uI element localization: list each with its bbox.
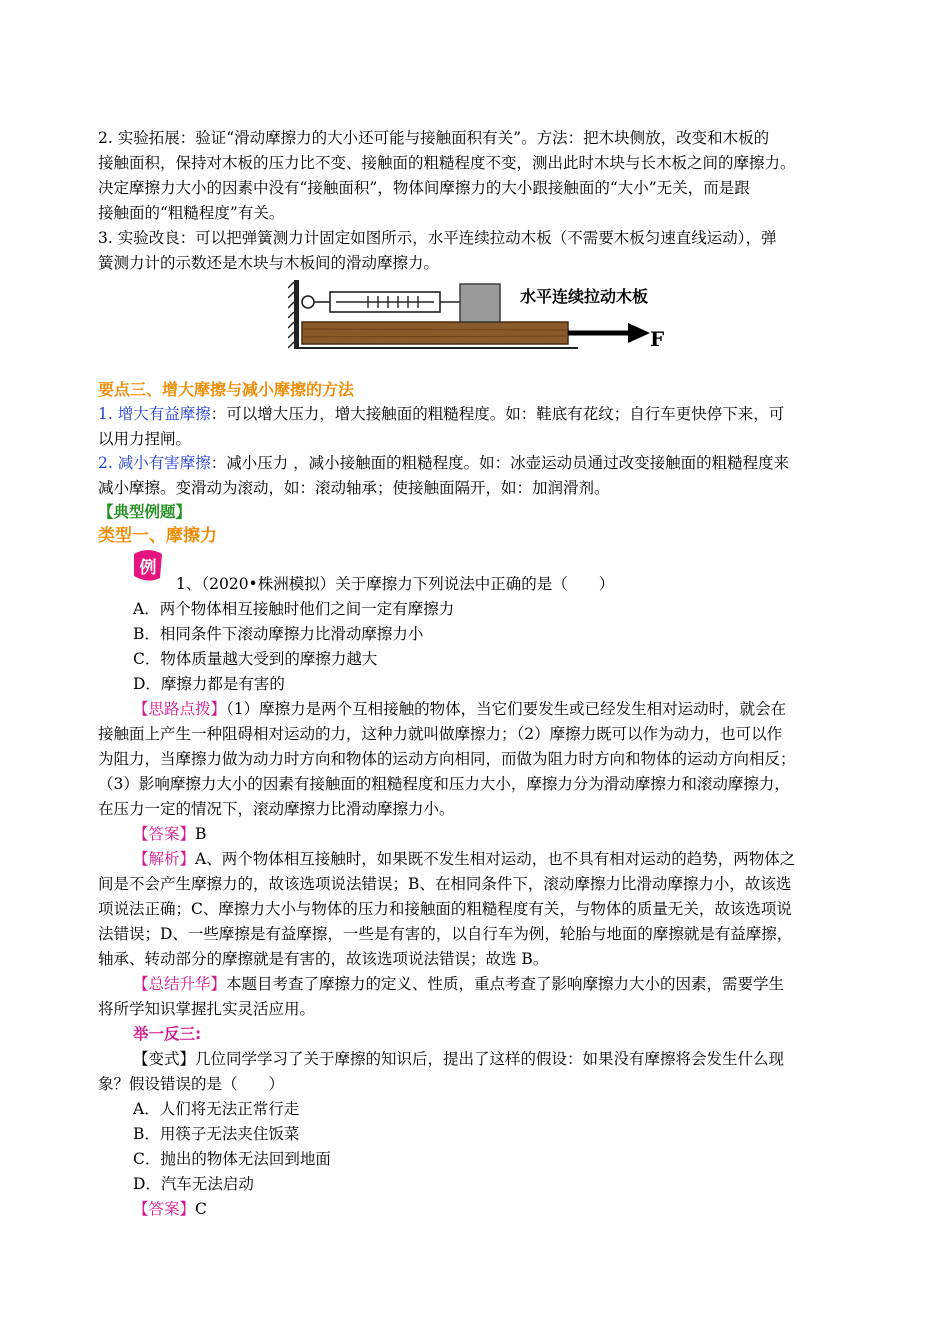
key3-item2 <box>98 451 789 475</box>
hint-line1 <box>133 697 786 721</box>
key3-item2-text: ：减小压力 ，减小接触面的粗糙程度。如：冰壶运动员通过改变接触面的粗糙程度来 <box>210 454 790 472</box>
key3-item2-label: 2. 减小有害摩擦 <box>98 454 211 472</box>
intro-p2-line2: 接触面积，保持对木板的压力比不变、接触面的粗糙程度不变，测出此时木块与长木板之间的摩擦力。 <box>98 154 796 172</box>
answer-value: B <box>195 825 207 843</box>
option-b: B．相同条件下滚动摩擦力比滑动摩擦力小 <box>133 625 424 643</box>
key3-item1-text: ：可以增大压力，增大接触面的粗糙程度。如：鞋底有花纹；自行车更快停下来，可 <box>210 405 785 423</box>
wooden-block <box>460 284 500 322</box>
wall <box>294 280 299 348</box>
variant-option-c: C．抛出的物体无法回到地面 <box>133 1150 331 1168</box>
option-a: A．两个物体相互接触时他们之间一定有摩擦力 <box>133 600 455 618</box>
variant-line1: 【变式】几位同学学习了关于摩擦的知识后，提出了这样的假设：如果没有摩擦将会发生什么现 <box>133 1050 785 1068</box>
answer-label: 【答案】 <box>133 825 196 843</box>
hint-line3: 为阻力，当摩擦力做为动力时方向和物体的运动方向相同，而做为阻力时方向和物体的运动方向相反； <box>98 750 796 768</box>
key3-item1 <box>98 402 784 426</box>
wall-hatching <box>288 282 294 348</box>
variant-answer-line <box>133 1197 207 1221</box>
example-badge-icon <box>130 548 166 584</box>
key3-heading: 要点三、增大摩擦与减小摩擦的方法 <box>98 380 355 399</box>
practice-heading: 举一反三: <box>133 1025 202 1043</box>
analysis-line1 <box>133 847 795 871</box>
summary-text: 本题目考查了摩擦力的定义、性质，重点考查了影响摩擦力大小的因素，需要学生 <box>226 975 785 993</box>
hint-line4: （3）影响摩擦力大小的因素有接触面的粗糙程度和压力大小，摩擦力分为滑动摩擦力和滚动摩擦力， <box>98 775 790 793</box>
variant-answer-value: C <box>195 1200 207 1218</box>
examples-heading: 【典型例题】 <box>98 502 192 521</box>
analysis-label: 【解析】 <box>133 850 196 868</box>
spring-scale-figure <box>288 276 668 352</box>
analysis-line2: 间是不会产生摩擦力的，故该选项说法错误；B、在相同条件下，滚动摩擦力比滑动摩擦力小，故该选 <box>98 875 792 893</box>
variant-line2: 象？假设错误的是（ ） <box>98 1075 285 1093</box>
type1-heading: 类型一、摩擦力 <box>98 526 217 546</box>
analysis-line4: 法错误；D、一些摩擦是有益摩擦，一些是有害的，以自行车为例，轮胎与地面的摩擦就是有益摩擦， <box>98 925 793 943</box>
option-d: D．摩擦力都是有害的 <box>133 675 285 693</box>
variant-option-b: B．用筷子无法夹住饭菜 <box>133 1125 300 1143</box>
hint-text: （1）摩擦力是两个互相接触的物体，当它们要发生或已经发生相对运动时，就会在 <box>226 700 787 718</box>
variant-option-a: A．人们将无法正常行走 <box>133 1100 300 1118</box>
analysis-line3: 项说法正确；C、摩擦力大小与物体的压力和接触面的粗糙程度有关，与物体的质量无关，故该选项说 <box>98 900 792 918</box>
hint-line2: 接触面上产生一种阻碍相对运动的力，这种力就叫做摩擦力；（2）摩擦力既可以作为动力，也可以作 <box>98 725 783 743</box>
intro-p2-line3: 决定摩擦力大小的因素中没有“接触面积”，物体间摩擦力的大小跟接触面的“大小”无关，而是跟 <box>98 179 750 197</box>
example-badge-label: 例 <box>139 558 157 578</box>
question-1: 1、（2020•株洲模拟）关于摩擦力下列说法中正确的是（ ） <box>176 575 615 593</box>
wooden-board <box>302 322 568 344</box>
summary-line1 <box>133 972 784 996</box>
hook-icon <box>302 296 314 308</box>
force-label: F <box>650 327 665 351</box>
intro-p2-line4: 接触面的“粗糙程度”有关。 <box>98 204 285 222</box>
variant-answer-label: 【答案】 <box>133 1200 196 1218</box>
key3-item1-line2: 以用力捏闸。 <box>98 430 192 448</box>
analysis-line5: 轴承、转动部分的摩擦就是有害的，故该选项说法错误；故选 B。 <box>98 950 549 968</box>
hint-line5: 在压力一定的情况下，滚动摩擦力比滑动摩擦力小。 <box>98 800 455 818</box>
intro-p3-line2: 簧测力计的示数还是木块与木板间的滑动摩擦力。 <box>98 254 440 272</box>
intro-p3-line1: 3. 实验改良：可以把弹簧测力计固定如图所示，水平连续拉动木板（不需要木板匀速直线运动），弹 <box>98 229 777 247</box>
variant-option-d: D．汽车无法启动 <box>133 1175 254 1193</box>
summary-label: 【总结升华】 <box>133 975 227 993</box>
analysis-text: A、两个物体相互接触时，如果既不发生相对运动，也不具有相对运动的趋势，两物体之 <box>195 850 796 868</box>
hint-label: 【思路点拨】 <box>133 700 227 718</box>
intro-p2-line1: 2. 实验拓展：验证“滑动摩擦力的大小还可能与接触面积有关”。方法：把木块侧放，改变和木板的 <box>98 129 770 147</box>
figure-caption: 水平连续拉动木板 <box>520 287 649 306</box>
key3-item2-line2: 减小摩擦。变滑动为滚动，如：滚动轴承；使接触面隔开，如：加润滑剂。 <box>98 479 610 497</box>
option-c: C．物体质量越大受到的摩擦力越大 <box>133 650 378 668</box>
key3-item1-label: 1. 增大有益摩擦 <box>98 405 211 423</box>
summary-line2: 将所学知识掌握扎实灵活应用。 <box>98 1000 316 1018</box>
arrow-right-icon <box>628 323 650 343</box>
answer-line <box>133 822 206 846</box>
